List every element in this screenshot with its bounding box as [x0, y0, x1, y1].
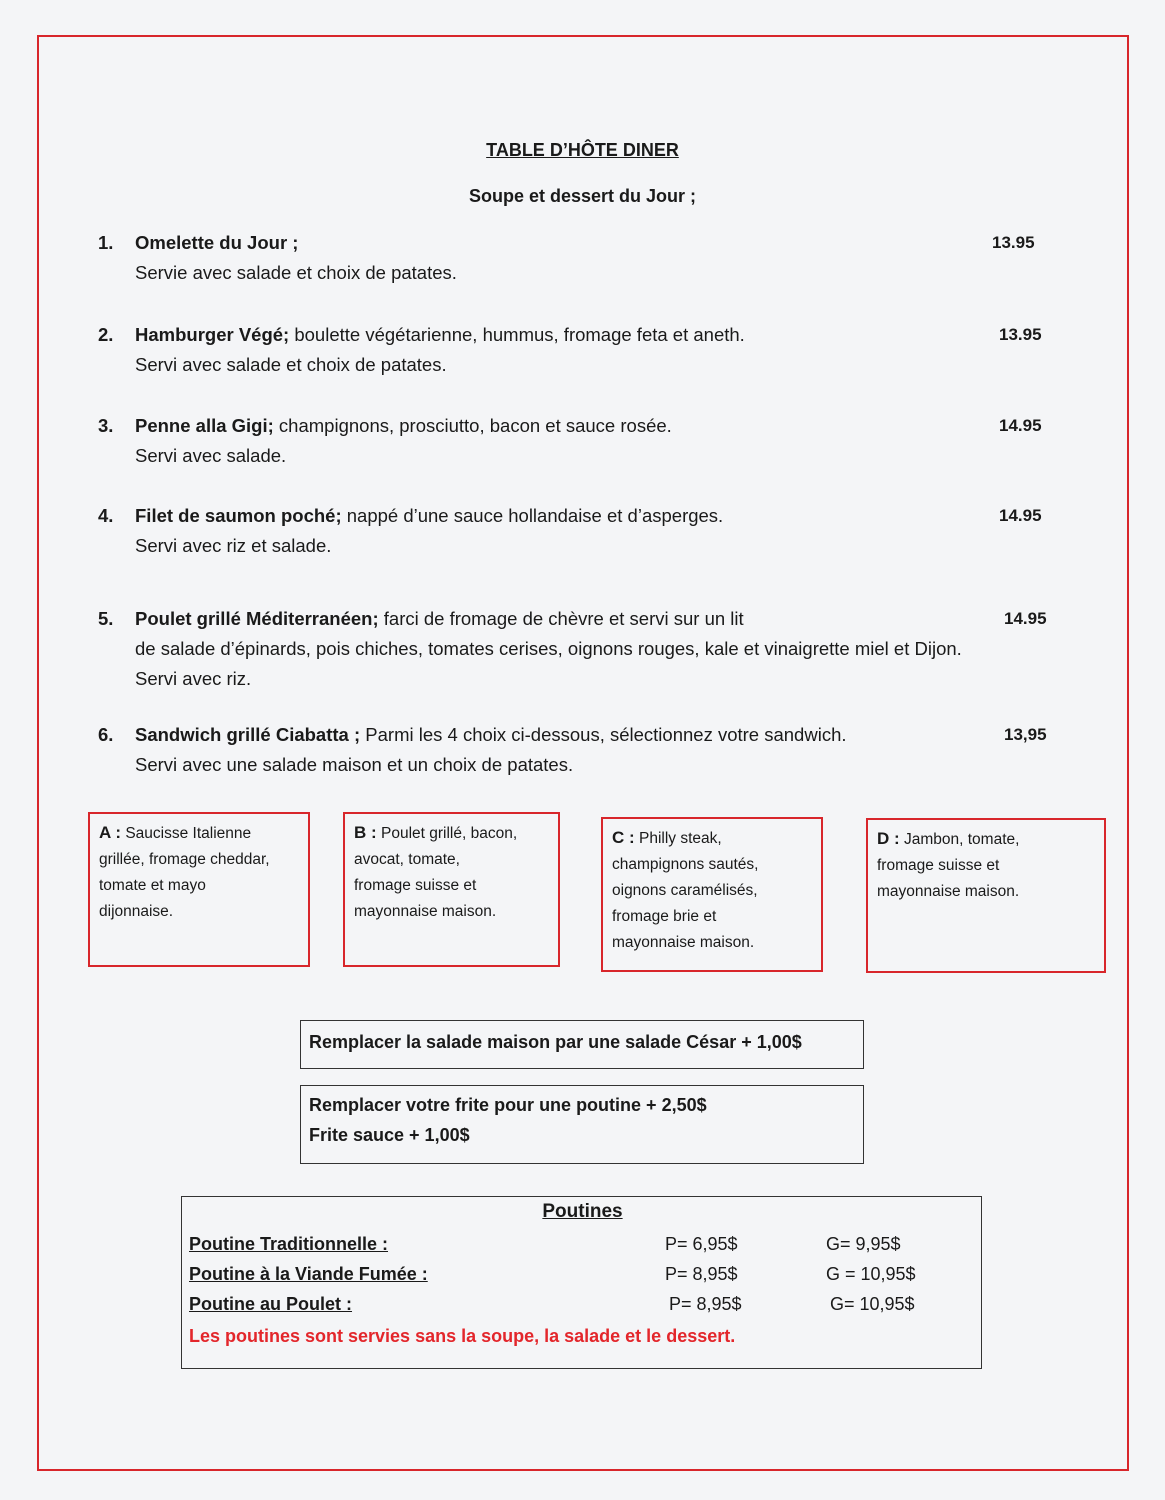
- poutine-large-price: G= 10,95$: [830, 1294, 915, 1314]
- item-served-with: Servi avec salade et choix de patates.: [135, 354, 447, 375]
- choice-line: fromage suisse et: [877, 857, 1000, 874]
- menu-item: [98, 320, 1098, 380]
- choice-line: Saucisse Italienne: [125, 825, 252, 842]
- item-number: 6.: [98, 724, 114, 745]
- item-number: 3.: [98, 415, 114, 436]
- option-text: Frite sauce + 1,00$: [309, 1125, 470, 1145]
- item-served-with: Servi avec salade.: [135, 445, 287, 466]
- poutine-large-price: G = 10,95$: [826, 1264, 916, 1284]
- poutines-box: [181, 1196, 982, 1369]
- poutine-name: Poutine au Poulet :: [189, 1294, 353, 1314]
- caesar-salad-option: [300, 1020, 864, 1069]
- choice-line: oignons caramélisés,: [612, 882, 758, 899]
- item-price: 14.95: [1004, 609, 1047, 628]
- item-name: Omelette du Jour ;: [135, 232, 299, 253]
- item-name: Filet de saumon poché;: [135, 505, 342, 526]
- item-served-with: Servie avec salade et choix de patates.: [135, 262, 457, 283]
- choice-line: Jambon, tomate,: [903, 831, 1020, 848]
- choice-line: mayonnaise maison.: [354, 903, 497, 920]
- poutine-small-price: P= 6,95$: [665, 1234, 738, 1254]
- menu-item: [98, 411, 1098, 471]
- item-description: Parmi les 4 choix ci-dessous, sélectionnez votre sandwich.: [360, 724, 847, 745]
- sandwich-choice-c: [601, 817, 823, 972]
- item-price: 13.95: [992, 233, 1035, 252]
- item-name: Penne alla Gigi;: [135, 415, 274, 436]
- poutine-small-price: P= 8,95$: [665, 1264, 738, 1284]
- sandwich-choice-b: [343, 812, 560, 967]
- item-price: 13,95: [1004, 725, 1047, 744]
- choice-letter: D :: [877, 829, 900, 848]
- item-price: 14.95: [999, 416, 1042, 435]
- item-description-continued: de salade d’épinards, pois chiches, tomates cerises, oignons rouges, kale et vinaigrette miel et Dijon.: [135, 638, 962, 659]
- poutine-large-price: G= 9,95$: [826, 1234, 901, 1254]
- choice-letter: C :: [612, 828, 635, 847]
- item-served-with: Servi avec riz.: [135, 668, 252, 689]
- poutine-small-price: P= 8,95$: [669, 1294, 742, 1314]
- choice-line: Poulet grillé, bacon,: [380, 825, 518, 842]
- poutines-title: Poutines: [542, 1201, 623, 1222]
- item-description: nappé d’une sauce hollandaise et d’asperges.: [341, 505, 724, 526]
- poutine-row: [189, 1289, 969, 1319]
- choice-letter: B :: [354, 823, 377, 842]
- item-served-with: Servi avec une salade maison et un choix de patates.: [135, 754, 574, 775]
- option-text: Remplacer votre frite pour une poutine + 2,50$: [309, 1095, 707, 1115]
- item-price: 13.95: [999, 325, 1042, 344]
- item-description: champignons, prosciutto, bacon et sauce rosée.: [273, 415, 672, 436]
- choice-line: mayonnaise maison.: [877, 883, 1020, 900]
- sandwich-choice-a: [88, 812, 310, 967]
- item-number: 1.: [98, 232, 114, 253]
- poutine-row: [189, 1259, 969, 1289]
- item-number: 5.: [98, 608, 114, 629]
- menu-item: [98, 720, 1098, 780]
- option-text: Remplacer la salade maison par une salade César + 1,00$: [309, 1032, 802, 1052]
- item-number: 4.: [98, 505, 114, 526]
- choice-line: mayonnaise maison.: [612, 934, 755, 951]
- menu-item: [98, 604, 1098, 694]
- item-price: 14.95: [999, 506, 1042, 525]
- menu-subtitle: Soupe et dessert du Jour ;: [468, 186, 697, 206]
- item-description: farci de fromage de chèvre et servi sur un lit: [378, 608, 744, 629]
- choice-letter: A :: [99, 823, 122, 842]
- item-name: Hamburger Végé;: [135, 324, 290, 345]
- poutine-name: Poutine à la Viande Fumée :: [189, 1264, 428, 1284]
- choice-line: grillée, fromage cheddar,: [99, 851, 270, 868]
- poutine-name: Poutine Traditionnelle :: [189, 1234, 389, 1254]
- choice-line: fromage brie et: [612, 908, 717, 925]
- poutines-note: Les poutines sont servies sans la soupe, la salade et le dessert.: [189, 1326, 736, 1346]
- sandwich-choice-d: [866, 818, 1106, 973]
- choice-line: champignons sautés,: [612, 856, 759, 873]
- menu-item: [98, 228, 1098, 288]
- choice-line: tomate et mayo: [99, 877, 206, 894]
- menu-item: [98, 501, 1098, 561]
- poutine-row: [189, 1229, 969, 1259]
- choice-line: fromage suisse et: [354, 877, 477, 894]
- choice-line: dijonnaise.: [99, 903, 174, 920]
- menu-title: TABLE D’HÔTE DINER: [486, 140, 679, 160]
- item-served-with: Servi avec riz et salade.: [135, 535, 332, 556]
- poutine-fries-option: [300, 1085, 864, 1164]
- choice-line: Philly steak,: [638, 830, 722, 847]
- item-name: Poulet grillé Méditerranéen;: [135, 608, 379, 629]
- item-description: boulette végétarienne, hummus, fromage feta et aneth.: [289, 324, 745, 345]
- item-name: Sandwich grillé Ciabatta ;: [135, 724, 361, 745]
- choice-line: avocat, tomate,: [354, 851, 460, 868]
- item-number: 2.: [98, 324, 114, 345]
